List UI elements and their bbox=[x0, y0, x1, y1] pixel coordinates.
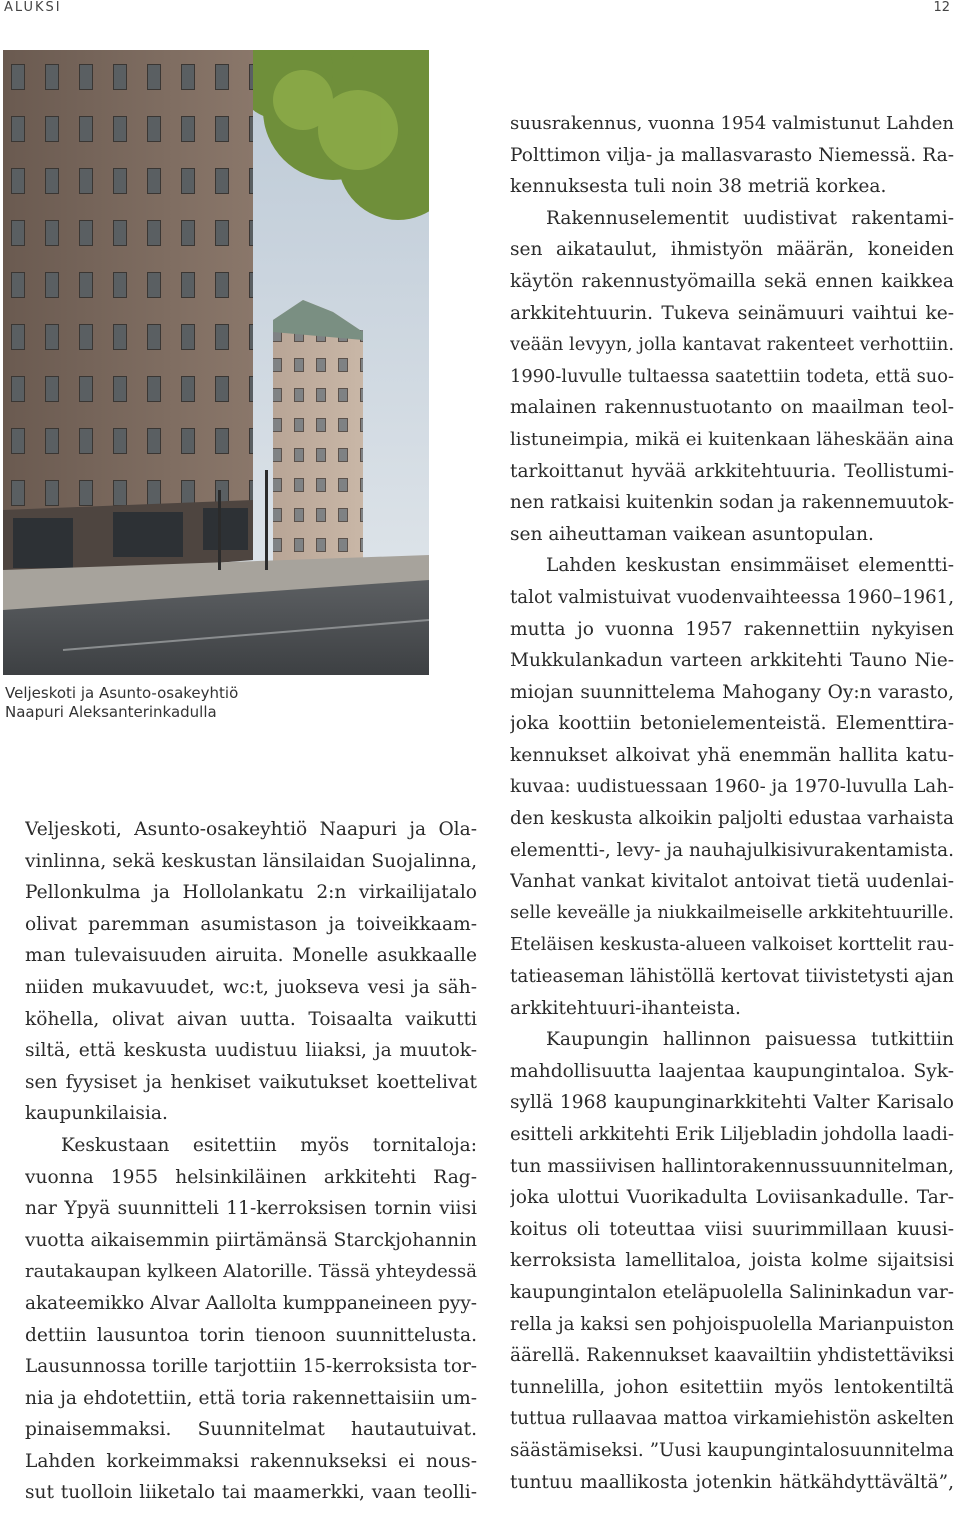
text-line: man tulevaisuuden airuita. Monelle asukkaalle bbox=[25, 945, 477, 967]
text-line: Eteläisen keskusta-alueen valkoiset korttelit rau- bbox=[510, 934, 954, 956]
text-line: sen aikataulut, ihmistyön määrän, koneiden bbox=[510, 239, 954, 261]
text-line: syllä 1968 kaupunginarkkitehti Valter Karisalo bbox=[510, 1092, 954, 1114]
text-line: 1990-luvulle tultaessa saatettiin todeta, että suo- bbox=[510, 365, 954, 387]
text-line: talot valmistuivat vuodenvaihteessa 1960–1961, bbox=[510, 586, 954, 608]
text-line: Vanhat vankat kivitalot antoivat tietä uudenlai- bbox=[510, 871, 954, 893]
text-line: Kaupungin hallinnon paisuessa tutkittiin bbox=[546, 1029, 954, 1051]
text-line: kaupunkilaisia. bbox=[25, 1103, 168, 1125]
text-line: joka koottiin betonielementeistä. Elementtira- bbox=[510, 713, 954, 735]
photo-caption bbox=[5, 684, 305, 722]
text-line: köhella, olivat aivan uutta. Toisaalta vaikutti bbox=[25, 1008, 477, 1030]
text-line: arkkitehtuuri-ihanteista. bbox=[510, 997, 741, 1019]
text-line: miojan suunnittelema Mahogany Oy:n varasto, bbox=[510, 681, 954, 703]
text-line: mutta jo vuonna 1957 rakennettiin nykyisen bbox=[510, 618, 954, 640]
text-line: säästämiseksi. ”Uusi kaupungintalosuunnitelma bbox=[510, 1439, 954, 1461]
text-line: Lahden keskustan ensimmäiset elementti- bbox=[546, 555, 954, 577]
text-line: tuttua rullaavaa mattoa virkamiehistön askelten bbox=[510, 1408, 954, 1430]
text-line: pinaisemmaksi. Suunnitelmat hautautuivat. bbox=[25, 1419, 477, 1441]
text-line: kuvaa: uudistuessaan 1960- ja 1970-luvulla Lah- bbox=[510, 776, 954, 798]
text-line: rella ja kaksi sen pohjoispuolella Marianpuiston bbox=[510, 1313, 954, 1335]
text-line: joka ulottui Vuorikadulta Loviisankadulle. Tar- bbox=[510, 1187, 954, 1209]
photo-illustration bbox=[3, 50, 429, 675]
text-line: Mukkulankadun varteen arkkitehti Tauno Nie- bbox=[510, 650, 954, 672]
text-line: dettiin lausuntoa torin tienoon suunnittelusta. bbox=[25, 1324, 477, 1346]
text-line: veään levyyn, jolla kantavat rakenteet verhottiin. bbox=[510, 334, 954, 356]
text-line: kennuksesta tuli noin 38 metriä korkea. bbox=[510, 176, 887, 198]
caption-line: Veljeskoti ja Asunto-osakeyhtiö bbox=[5, 684, 239, 702]
text-line: Pellonkulma ja Hollolankatu 2:n virkailijatalo bbox=[25, 882, 477, 904]
paragraph bbox=[25, 814, 477, 1130]
text-line: elementti-, levy- ja nauhajulkisivurakentamista. bbox=[510, 839, 954, 861]
text-line: tunnelilla, johon esitettiin myös lentokentiltä bbox=[510, 1376, 954, 1398]
running-header-section: ALUKSI bbox=[4, 0, 62, 15]
paragraph bbox=[510, 550, 954, 1024]
text-line: Lahden korkeimmaksi rakennukseksi ei nous- bbox=[25, 1450, 477, 1472]
text-line: Rakennuselementit uudistivat rakentami- bbox=[546, 207, 954, 229]
text-line: tatieaseman lähistöllä kertovat tiivistetysti ajan bbox=[510, 966, 954, 988]
text-line: Polttimon vilja- ja mallasvarasto Niemessä. Ra- bbox=[510, 144, 954, 166]
right-column-text bbox=[510, 108, 954, 1498]
text-line: olivat paremman asumistason ja toiveikkaam- bbox=[25, 913, 477, 935]
text-line: niiden mukavuudet, wc:t, juokseva vesi ja säh- bbox=[25, 976, 477, 998]
text-line: tun massiivisen hallintorakennussuunnitelman, bbox=[510, 1155, 954, 1177]
text-line: suusrakennus, vuonna 1954 valmistunut Lahden bbox=[510, 113, 954, 134]
text-line: sen fyysiset ja henkiset vaikutukset koettelivat bbox=[25, 1071, 477, 1093]
text-line: nen ratkaisi kuitenkin sodan ja rakennemuutok- bbox=[510, 492, 954, 514]
text-line: malainen rakennustuotanto on maailman teol- bbox=[510, 397, 954, 419]
paragraph bbox=[510, 108, 954, 203]
text-line: Veljeskoti, Asunto-osakeyhtiö Naapuri ja Ola- bbox=[25, 819, 477, 840]
text-line: arkkitehtuurin. Tukeva seinämuuri vaihtui ke- bbox=[510, 302, 954, 324]
text-line: nia ja ehdotettiin, että toria rakennettaisiin um- bbox=[25, 1387, 477, 1409]
building-photo bbox=[3, 50, 429, 675]
text-line: Keskustaan esitettiin myös tornitaloja: bbox=[61, 1134, 477, 1156]
text-line: koitus oli toteuttaa viisi suurimmillaan kuusi- bbox=[510, 1218, 954, 1240]
text-line: vuotta aikaisemmin piirtämänsä Starckjohannin bbox=[25, 1229, 477, 1251]
text-line: tuntuu maallikosta jotenkin hätkähdyttävältä”, bbox=[510, 1471, 954, 1493]
text-line: sut tuolloin liiketalo tai maamerkki, vaan teolli- bbox=[25, 1482, 477, 1504]
text-line: kennukset alkoivat yhä enemmän hallita katu- bbox=[510, 744, 954, 766]
text-line: rautakaupan kylkeen Alatorille. Tässä yhteydessä bbox=[25, 1261, 477, 1283]
text-line: vuonna 1955 helsinkiläinen arkkitehti Rag- bbox=[25, 1166, 477, 1188]
text-line: äärellä. Rakennukset kaavailtiin yhdistettäviksi bbox=[510, 1345, 954, 1367]
text-line: esitteli arkkitehti Erik Liljebladin johdolla laadi- bbox=[510, 1124, 954, 1145]
text-line: tarkoittanut hyvää arkkitehtuuria. Teollistumi- bbox=[510, 460, 954, 482]
text-line: siltä, että keskusta uudistuu liiaksi, ja muutok- bbox=[25, 1040, 477, 1062]
text-line: selle keveälle ja niukkailmeiselle arkkitehtuurille. bbox=[510, 902, 954, 923]
text-line: kaupungintalon eteläpuolella Salininkadun var- bbox=[510, 1281, 954, 1303]
text-line: listuneimpia, mikä ei kuitenkaan läheskään aina bbox=[510, 428, 954, 450]
text-line: kerroksista lamellitaloa, joista kolme sijaitsisi bbox=[510, 1250, 954, 1272]
text-line: vinlinna, sekä keskustan länsilaidan Suojalinna, bbox=[25, 850, 477, 872]
text-line: sen aiheuttaman vaikean asuntopulan. bbox=[510, 523, 874, 545]
text-line: Lausunnossa torille tarjottiin 15-kerroksista tor- bbox=[25, 1356, 477, 1378]
text-line: mahdollisuutta laajentaa kaupungintaloa. Syk- bbox=[510, 1060, 954, 1082]
caption-line: Naapuri Aleksanterinkadulla bbox=[5, 703, 217, 721]
paragraph bbox=[510, 203, 954, 551]
text-line: käytön rakennustyömailla sekä ennen kaikkea bbox=[510, 270, 954, 292]
text-line: nar Ypyä suunnitteli 11-kerroksisen tornin viisi bbox=[25, 1198, 477, 1220]
text-line: den keskusta alkoikin paljolti edustaa varhaista bbox=[510, 808, 954, 830]
text-line: akateemikko Alvar Aallolta kumppaneineen pyy- bbox=[25, 1292, 477, 1314]
paragraph bbox=[510, 1024, 954, 1498]
page-number: 12 bbox=[933, 0, 950, 15]
left-column-text bbox=[25, 814, 477, 1509]
paragraph bbox=[25, 1130, 477, 1509]
